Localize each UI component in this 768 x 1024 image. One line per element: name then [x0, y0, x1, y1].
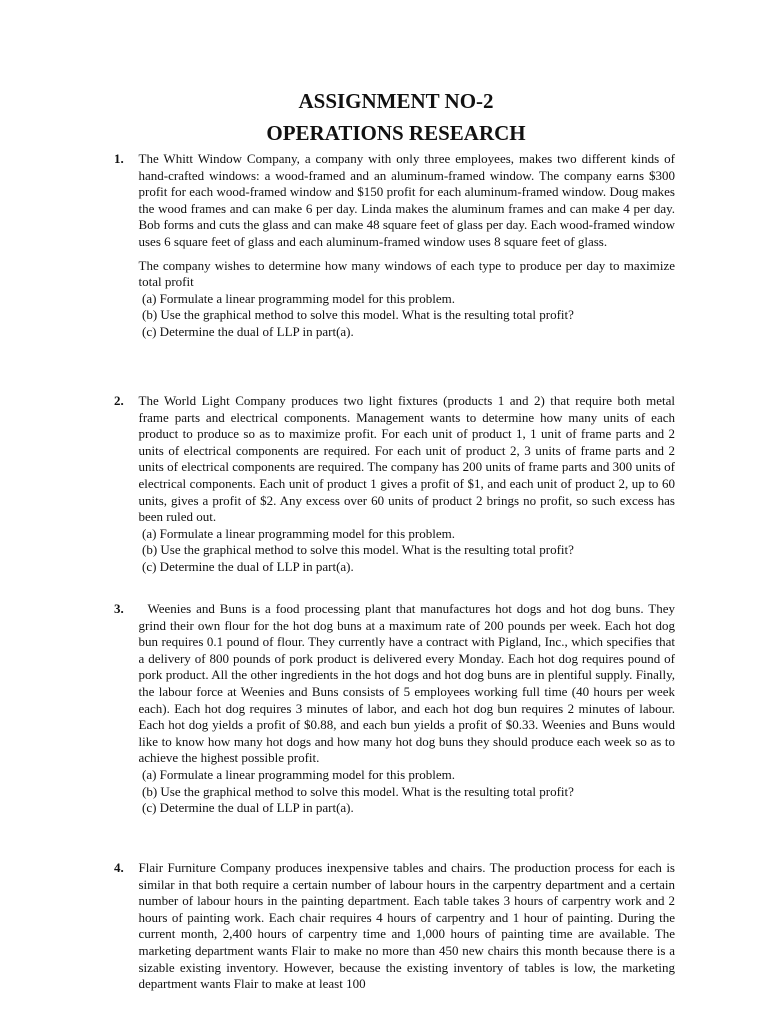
- question-text: The Whitt Window Company, a company with only three employees, makes two different kinds of hand-crafted windows: a wood-framed and an aluminum-framed window. The company earns $300 profit for each wood-framed window and $150 profit for each aluminum-framed window. Doug makes the wood frames and can make 6 per day. Linda makes the aluminum frames and can make 4 per day. Bob forms and cuts the glass and can make 48 square feet of glass per day. Each wood-framed window uses 6 square feet of glass and each aluminum-framed window uses 8 square feet of glass.: [138, 151, 675, 249]
- part-a: (a) Formulate a linear programming model for this problem.: [142, 766, 455, 782]
- part-a: (a) Formulate a linear programming model for this problem.: [142, 290, 455, 306]
- part-b: (b) Use the graphical method to solve this model. What is the resulting total profit?: [142, 307, 574, 323]
- part-b: (b) Use the graphical method to solve this model. What is the resulting total profit?: [142, 542, 574, 558]
- question-1: [114, 151, 675, 341]
- question-text: The World Light Company produces two light fixtures (products 1 and 2) that require both metal frame parts and electrical components. Management wants to determine how many units of each product to produce so as to maximize profit. For each unit of product 1, 1 unit of frame parts and 2 units of electrical components are required. For each unit of product 2, 3 units of frame parts and 2 units of electrical components are required. The company has 200 units of frame parts and 300 units of electrical components. Each unit of product 1 gives a profit of $1, and each unit of product 2, up to 60 units, gives a profit of $2. Any excess over 60 units of product 2 brings no profit, so such excess has been ruled out.: [138, 393, 675, 525]
- question-number: 3.: [114, 601, 124, 616]
- question-text-continued: The company wishes to determine how many windows of each type to produce per day to maximize total profit: [138, 257, 675, 290]
- assignment-title: ASSIGNMENT NO-2: [298, 89, 494, 113]
- part-a: (a) Formulate a linear programming model for this problem.: [142, 525, 455, 541]
- part-c: (c) Determine the dual of LLP in part(a).: [142, 323, 354, 339]
- question-number: 2.: [114, 393, 124, 408]
- part-c: (c) Determine the dual of LLP in part(a).: [142, 558, 354, 574]
- question-3: [114, 601, 675, 817]
- question-number: 4.: [114, 860, 124, 875]
- question-text: Weenies and Buns is a food processing plant that manufactures hot dogs and hot dog buns. They grind their own flour for the hot dog buns at a maximum rate of 200 pounds per week. Each hot dog bun requires 0.1 pound of flour. They currently have a contract with Pigland, Inc., which specifies that a delivery of 800 pounds of pork product is delivered every Monday. Each hot dog requires pound of pork product. All the other ingredients in the hot dogs and hot dog buns are in plentiful supply. Finally, the labour force at Weenies and Buns consists of 5 employees working full time (40 hours per week each). Each hot dog requires 3 minutes of labor, and each hot dog bun requires 2 minutes of labour. Each hot dog yields a profit of $0.88, and each bun yields a profit of $0.33. Weenies and Buns would like to know how many hot dogs and how many hot dog buns they should produce each week so as to achieve the highest possible profit.: [138, 601, 675, 766]
- question-text: Flair Furniture Company produces inexpensive tables and chairs. The production process for each is similar in that both require a certain number of labour hours in the carpentry department and a certain number of labour hours in the painting department. Each table takes 3 hours of carpentry work and 2 hours of painting work. Each chair requires 4 hours of carpentry and 1 hour of painting. During the current month, 2,400 hours of carpentry time and 1,000 hours of painting time are available. The marketing department wants Flair to make no more than 450 new chairs this month because there is a sizable existing inventory. However, because the existing inventory of tables is low, the marketing department wants Flair to make at least 100: [138, 860, 675, 992]
- question-parts: [142, 291, 675, 341]
- part-c: (c) Determine the dual of LLP in part(a).: [142, 800, 354, 816]
- question-parts: [142, 526, 675, 576]
- question-number: 1.: [114, 151, 124, 166]
- question-2: [114, 393, 675, 576]
- part-b: (b) Use the graphical method to solve this model. What is the resulting total profit?: [142, 783, 574, 799]
- question-4: [114, 860, 675, 993]
- course-title: OPERATIONS RESEARCH: [266, 121, 526, 145]
- question-parts: [142, 767, 675, 817]
